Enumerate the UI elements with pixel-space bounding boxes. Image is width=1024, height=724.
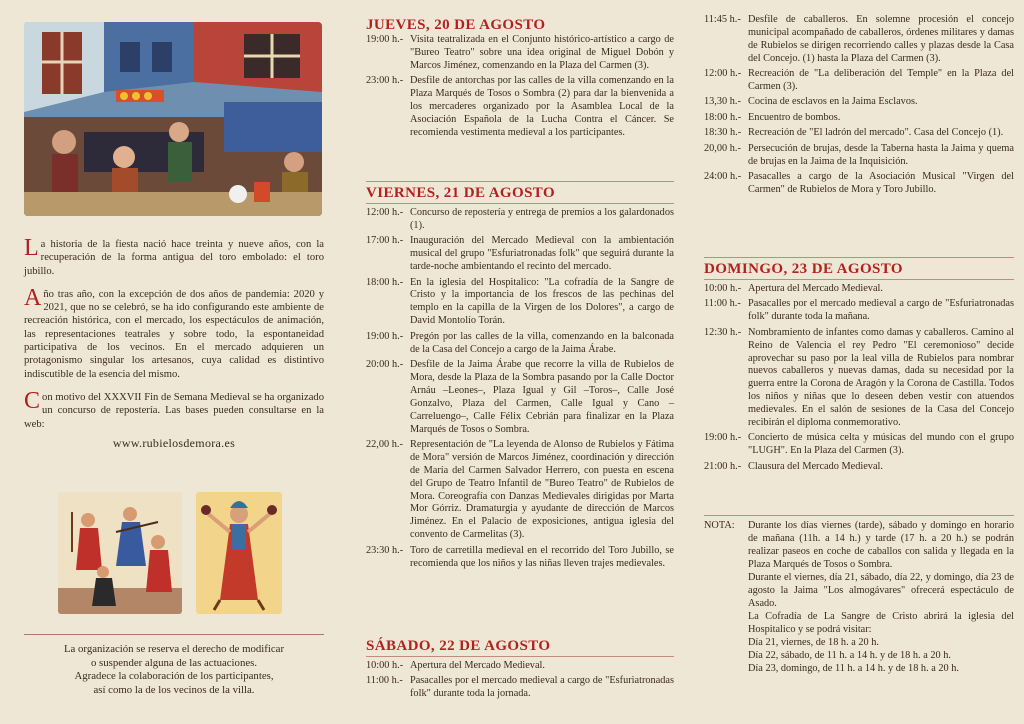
event-description: Pregón por las calles de la villa, comenzando en la balconada de la Casa del Concejo a cargo de la Jaima Árabe. — [410, 330, 674, 355]
intro-p2-text: ño tras año, con la excepción de dos años de pandemia: 2020 y 2021, que no se celebró, se ha ido configurando este ambiente de recreación histórica, con el mercado, los espectáculos de animación, las representaciones teatrales y sobre todo, la espontaneidad participativa de los vecinos. En el mercado adquieren un protagonismo singular los artesanos, cuya calidad es distintivo indiscutible de la esencia del mismo. — [24, 288, 324, 380]
event-row — [366, 359, 674, 436]
event-time: 13,30 h.- — [704, 96, 741, 108]
saturday-section — [366, 637, 674, 704]
event-row — [704, 127, 1014, 140]
event-time: 17:00 h.- — [366, 235, 404, 247]
event-time: 19:00 h.- — [366, 330, 404, 342]
divider — [366, 181, 674, 182]
event-row — [704, 461, 1014, 474]
event-time: 19:00 h.- — [704, 432, 742, 444]
intro-paragraph-1 — [24, 235, 324, 278]
event-time: 23:00 h.- — [366, 75, 404, 87]
visit-hours: Día 23, domingo, de 11 h. a 14 h. y de 18 h. a 20 h. — [748, 663, 959, 674]
event-row — [366, 660, 674, 673]
note-line: o suspender alguna de las actuaciones. — [90, 656, 258, 669]
dropcap: C — [24, 387, 41, 414]
dancer-illustration — [196, 492, 282, 614]
event-time: 12:30 h.- — [704, 326, 742, 338]
event-row — [704, 96, 1014, 109]
event-description: Concurso de repostería y entrega de premios a los galardonados (1). — [410, 207, 674, 231]
saturday-continued — [704, 14, 1014, 199]
event-description: Pasacalles por el mercado medieval a cargo de "Esfuriatronadas folk" durante toda la mañana. — [748, 298, 1014, 323]
intro-p3-text: on motivo del XXXVII Fin de Semana Medieval se ha organizado un concurso de repostería. Las bases pueden consultarse en la web: — [24, 391, 324, 430]
nota-paragraph: Durante el viernes, día 21, sábado, día 22, y domingo, día 23 de agosto la Jaima "Los almogávares" ofrecerá espectáculo de Asado. — [748, 572, 1014, 609]
event-time: 11:00 h.- — [704, 298, 741, 310]
note-line: así como la de los vecinos de la villa. — [93, 683, 255, 696]
divider — [704, 279, 1014, 280]
event-description: Desfile de la Jaima Árabe que recorre la villa de Rubielos de Mora, desde la Plaza de la Sombra pasando por la Calle Doctor Arnáu –Leones–, Plaza Igual y Gil –Toros–, Calle José Gonzalvo, Plaza del Carmen, Calle Igual y Cano – Carreluengo–, Calle Félix Cebrián para finalizar en la Plaza Marqués de Tosos o Sombra. — [410, 358, 674, 435]
event-row — [366, 675, 674, 701]
nota-section — [704, 514, 1014, 675]
event-description: Apertura del Mercado Medieval. — [410, 660, 545, 671]
event-description: Apertura del Mercado Medieval. — [748, 283, 883, 294]
nota-block — [704, 519, 1014, 675]
event-description: Cocina de esclavos en la Jaima Esclavos. — [748, 96, 918, 108]
nota-paragraph: La Cofradía de La Sangre de Cristo abrirá la iglesia del Hospitalico y se podrá visitar: — [748, 611, 1014, 635]
event-description: Toro de carretilla medieval en el recorrido del Toro Jubillo, se recomienda que los niños y las niñas lleven trajes medievales. — [410, 544, 674, 569]
event-description: Clausura del Mercado Medieval. — [748, 460, 883, 472]
dropcap: A — [24, 284, 42, 311]
event-row — [704, 143, 1014, 169]
event-description: Visita teatralizada en el Conjunto histórico-artístico a cargo de "Bureo Teatro" sobre una idea original de Miguel Dobón y Marcos Jiménez, comenzando en la Plaza del Carmen (3). — [410, 34, 674, 71]
thursday-section — [366, 16, 674, 142]
intro-text — [24, 235, 324, 450]
dropcap: L — [24, 235, 39, 261]
event-description: Desfile de antorchas por las calles de la villa comenzando en la Plaza Marqués de Tosos o Sombra (2) para dar la bienvenida a los mercaderes organizado por la Asamblea Local de la Asociación Española de la Lucha Contra el Cáncer. Se recomienda vestimenta medieval a los participantes. — [410, 75, 674, 138]
event-description: Encuentro de bombos. — [748, 111, 841, 123]
event-row — [704, 14, 1014, 66]
day-heading: DOMINGO, 23 DE AGOSTO — [704, 261, 903, 277]
event-time: 11:00 h.- — [366, 675, 403, 687]
intro-paragraph-3 — [24, 387, 324, 431]
intro-p1-text: a historia de la fiesta nació hace treinta y nueve años, con la recuperación de la forma antigua del toro embolado: el toro jubillo. — [24, 239, 324, 277]
schedule-column-3 — [688, 0, 1024, 724]
divider — [366, 203, 674, 204]
event-row — [366, 439, 674, 542]
day-heading: VIERNES, 21 DE AGOSTO — [366, 185, 556, 201]
event-time: 19:00 h.- — [366, 34, 404, 45]
website-link[interactable]: www.rubielosdemora.es — [112, 435, 236, 450]
note-line: La organización se reserva el derecho de modificar — [63, 643, 285, 655]
event-time: 18:30 h.- — [704, 127, 742, 139]
sunday-section — [704, 256, 1014, 476]
event-time: 12:00 h.- — [366, 207, 404, 218]
event-row — [366, 545, 674, 571]
intro-column — [0, 0, 344, 724]
visit-hours: Día 22, sábado, de 11 h. a 14 h. y de 18 h. a 20 h. — [748, 650, 951, 661]
event-time: 21:00 h.- — [704, 460, 742, 472]
day-heading: JUEVES, 20 DE AGOSTO — [366, 17, 546, 33]
organization-note — [24, 643, 324, 697]
event-row — [704, 298, 1014, 324]
event-row — [366, 277, 674, 329]
event-row — [704, 171, 1014, 197]
divider — [704, 515, 1014, 516]
divider — [366, 656, 674, 657]
event-row — [704, 112, 1014, 125]
event-description: Pasacalles a cargo de la Asociación Musical "Virgen del Carmen" de Rubielos de Mora y Toro Jubillo. — [748, 170, 1014, 195]
event-row — [366, 34, 674, 73]
event-description: Concierto de música celta y músicas del mundo con el grupo "LUGH". En la Plaza del Carmen (3). — [748, 432, 1014, 457]
nota-text — [748, 519, 1014, 675]
event-description: Recreación de "La deliberación del Temple" en la Plaza del Carmen (3). — [748, 68, 1014, 93]
intro-paragraph-2 — [24, 284, 324, 381]
event-row — [366, 235, 674, 274]
day-heading: SÁBADO, 22 DE AGOSTO — [366, 638, 551, 654]
divider — [24, 634, 324, 635]
event-row — [366, 75, 674, 140]
event-description: Nombramiento de infantes como damas y caballeros. Camino al Reino de Valencia el rey Pedro "El ceremonioso" decide aprovechar su paso por la leal villa de Rubielos para nombrar nuevos caballeros y nuevas damas, dada su necesidad por la guerra entre la Corona de Aragón y la Corona de Castilla. Todos los niños y niñas que lo deseen deben vestir con atuendos medievales. En el salón de sesiones de la Casa del Concejo recibirán el diploma conmemorativo. — [748, 326, 1014, 429]
event-row — [366, 331, 674, 357]
event-row — [704, 327, 1014, 430]
event-time: 12:00 h.- — [704, 68, 742, 80]
nota-row — [704, 519, 1014, 675]
event-row — [704, 432, 1014, 458]
event-time: 10:00 h.- — [366, 660, 404, 671]
note-line: Agradece la colaboración de los participantes, — [74, 670, 274, 683]
event-time: 20:00 h.- — [366, 358, 404, 370]
event-time: 11:45 h.- — [704, 14, 741, 25]
event-time: 18:00 h.- — [366, 276, 404, 288]
event-row — [366, 207, 674, 233]
event-row — [704, 283, 1014, 296]
event-time: 22,00 h.- — [366, 438, 403, 450]
event-description: Pasacalles por el mercado medieval a cargo de "Esfuriatronadas folk" durante toda la jornada. — [410, 675, 674, 700]
event-description: Desfile de caballeros. En solemne procesión el concejo municipal acompañado de caballeros, órdenes militares y damas de Rubielos se dirigen recorriendo calles y plazas desde la Casa del Concejo. (1) hasta la Plaza del Carmen (3). — [748, 14, 1014, 64]
friday-section — [366, 180, 674, 573]
event-row — [704, 68, 1014, 94]
event-description: Persecución de brujas, desde la Taberna hasta la Jaima y quema de brujas en la Jaima de la Inquisición. — [748, 142, 1014, 167]
schedule-column-2 — [344, 0, 688, 724]
archers-illustration — [58, 492, 182, 614]
event-time: 24:00 h.- — [704, 170, 742, 182]
event-description: Representación de "La leyenda de Alonso de Rubielos y Fátima de Mora" versión de Marcos Jiménez, coordinación y dirección de María del Carmen Salvador Herrero, con puesta en escena del Grupo de Teatro Infantil de "Bureo Teatro" de Rubielos de Mora. Coreografía con Danzas Medievales dirigidas por Marta Mor Górriz. Dramaturgia y ayudante de dirección de Marcos Jiménez. En el Palacio de exposiciones, antigua iglesia del convento de Carmelitas (3). — [410, 438, 674, 541]
event-time: 23:30 h.- — [366, 544, 404, 556]
event-description: Inauguración del Mercado Medieval con la ambientación musical del grupo "Esfuriatronadas folk" que seguirá durante la tarde-noche ambientando el recinto del mercado. — [410, 235, 674, 273]
divider — [704, 257, 1014, 258]
nota-label: NOTA: — [704, 520, 735, 531]
event-description: En la iglesia del Hospitalico: "La cofradía de la Sangre de Cristo y la importancia de los frescos de las pechinas del templo en la capilla de la Virgen de los Dolores", a cargo de David Montolío Torán. — [410, 276, 674, 327]
event-time: 10:00 h.- — [704, 283, 742, 294]
nota-paragraph: Durante los días viernes (tarde), sábado y domingo en horario de mañana (11h. a 14 h.) y tarde (17 h. a 20 h.) se podrán realizar paseos en coche de caballos con salida y llegada en la Plaza Marqués de Tosos o Sombra. — [748, 520, 1014, 570]
event-description: Recreación de "El ladrón del mercado". Casa del Concejo (1). — [748, 127, 1004, 139]
event-time: 18:00 h.- — [704, 111, 742, 123]
market-illustration — [24, 22, 322, 216]
event-time: 20,00 h.- — [704, 142, 741, 154]
visit-hours: Día 21, viernes, de 18 h. a 20 h. — [748, 637, 879, 648]
